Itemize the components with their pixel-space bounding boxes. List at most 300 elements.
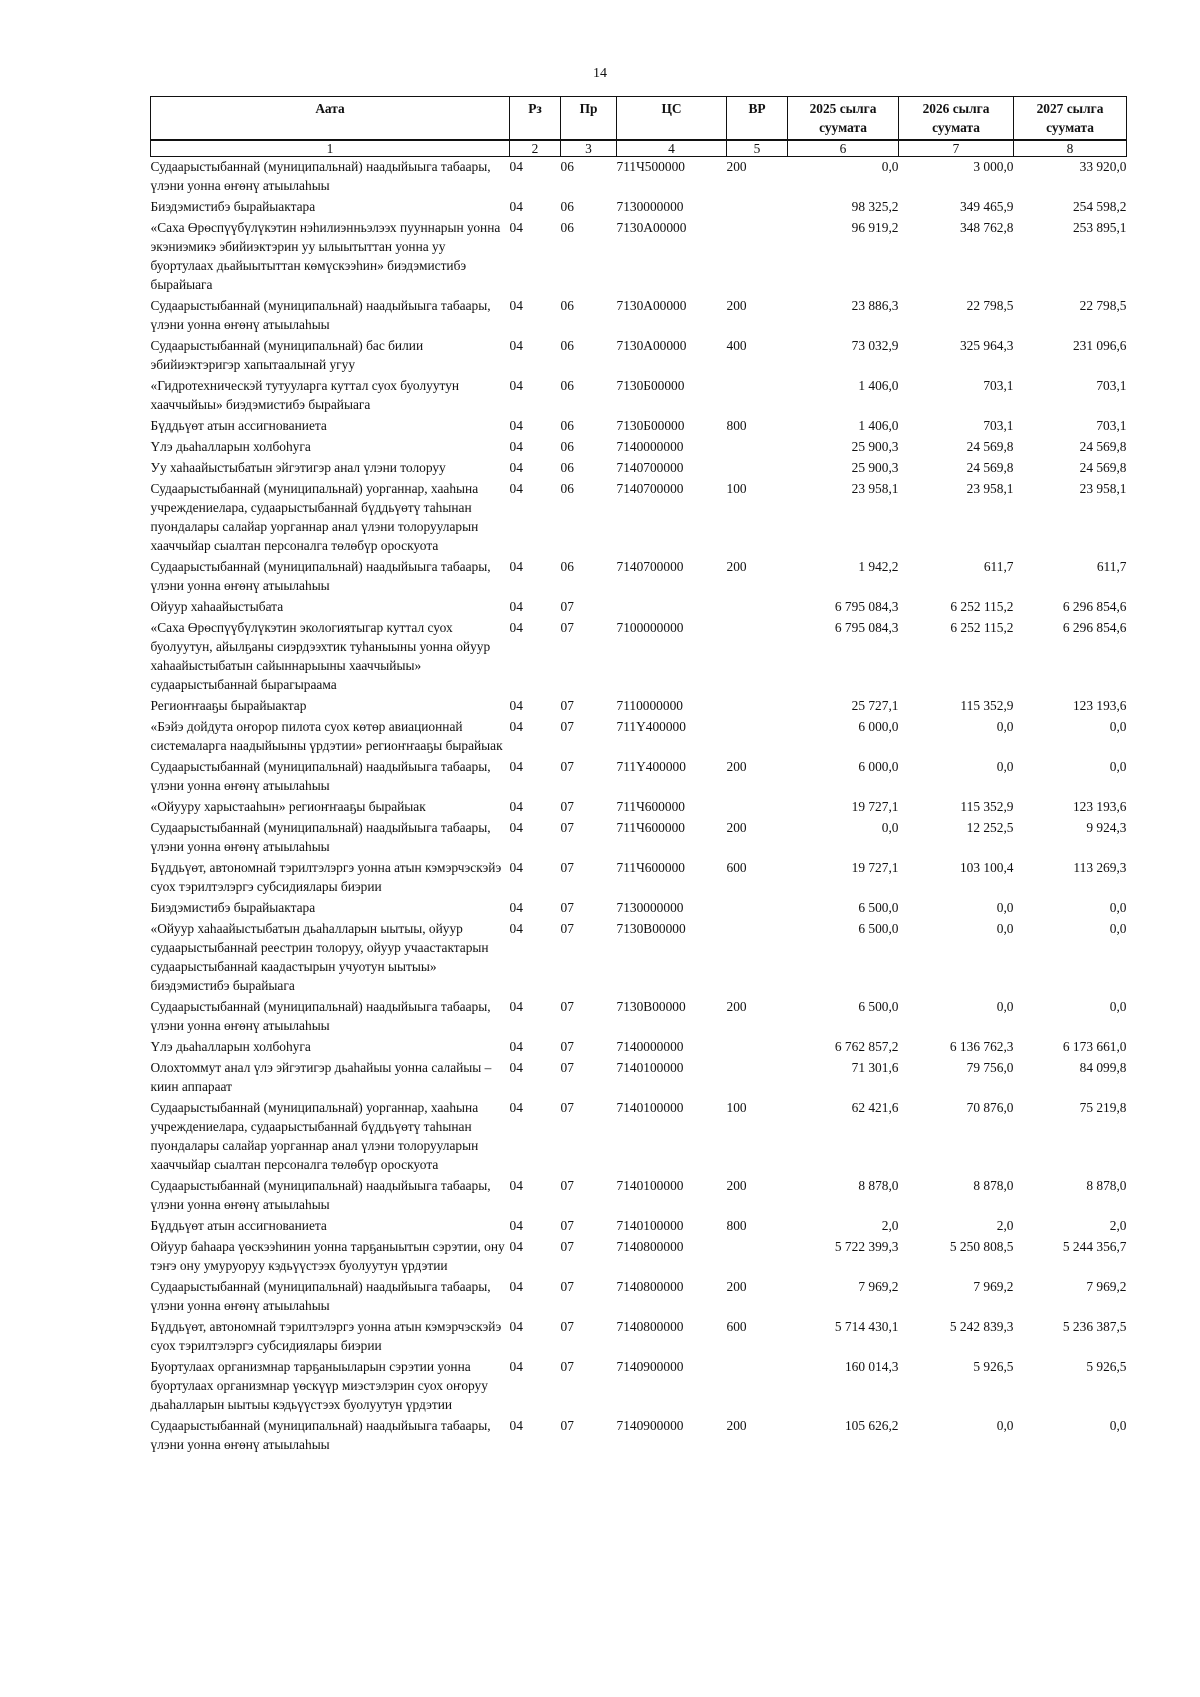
amount-2027: 9 924,3: [1086, 820, 1127, 835]
row-name: Үлэ дьаһалларын холбоһуга: [150, 439, 311, 454]
row-name: «Саха Өрөспүүбүлүкэтин экологиятыгар куттал суох буолуутун, айылҕаны сиэрдээхтик туһаныыны уонна ойуур хаһаайыстыбатын сайыннарыыны хааччыйыы» судаарыстыбаннай бырагыраама: [150, 620, 491, 692]
expense-type-code: 200: [726, 1178, 747, 1193]
target-article-code: 711Ч600000: [616, 799, 685, 814]
column-header: ЦС: [617, 97, 727, 141]
amount-2025: 96 919,2: [851, 220, 899, 235]
amount-2026: 0,0: [996, 1418, 1014, 1433]
amount-2025: 6 795 084,3: [834, 620, 899, 635]
row-name: Судаарыстыбаннай (муниципальнай) бас билии эбийиэктэригэр хапытаалынай угуу: [150, 338, 424, 372]
table-row: [151, 755, 1127, 795]
amount-2026: 0,0: [996, 900, 1014, 915]
subsection-code: 06: [560, 298, 574, 313]
expense-type-code: [727, 616, 788, 694]
row-name: Региоҥҥааҕы бырайыактар: [150, 698, 307, 713]
section-code: 04: [509, 900, 523, 915]
table-row: [151, 195, 1127, 216]
expense-type-code: [727, 195, 788, 216]
expense-type-code: [727, 216, 788, 294]
section-code: 04: [509, 860, 523, 875]
amount-2027: 0,0: [1109, 921, 1127, 936]
column-number: 2: [510, 140, 561, 157]
column-header: 2025 сылга суумата: [788, 97, 899, 141]
section-code: 04: [509, 338, 523, 353]
amount-2027: 6 296 854,6: [1062, 620, 1127, 635]
target-article-code: 7140100000: [616, 1178, 684, 1193]
subsection-code: 07: [560, 1100, 574, 1115]
amount-2025: 6 500,0: [858, 999, 899, 1014]
row-name: Судаарыстыбаннай (муниципальнай) наадыйыыга табаары, үлэни уонна өҥөнү атыылаһыы: [150, 298, 491, 332]
section-code: 04: [509, 159, 523, 174]
amount-2027: 84 099,8: [1079, 1060, 1127, 1075]
subsection-code: 07: [560, 799, 574, 814]
amount-2025: 6 000,0: [858, 759, 899, 774]
amount-2025: 6 500,0: [858, 921, 899, 936]
amount-2027: 703,1: [1096, 418, 1127, 433]
subsection-code: 07: [560, 900, 574, 915]
amount-2026: 22 798,5: [966, 298, 1014, 313]
row-name: Биэдэмистибэ бырайыактара: [150, 199, 316, 214]
amount-2026: 0,0: [996, 719, 1014, 734]
section-code: 04: [509, 719, 523, 734]
expense-type-code: 100: [726, 481, 747, 496]
expense-type-code: [727, 1355, 788, 1414]
expense-type-code: 600: [726, 1319, 747, 1334]
subsection-code: 07: [560, 1359, 574, 1374]
row-name: Бүддьүөт, автономнай тэрилтэлэргэ уонна атын кэмэрчэскэйэ суох тэрилтэлэргэ субсидиялары биэрии: [150, 860, 502, 894]
table-row: [151, 816, 1127, 856]
table-row: [151, 694, 1127, 715]
subsection-code: 07: [560, 620, 574, 635]
subsection-code: 06: [560, 418, 574, 433]
section-code: 04: [509, 799, 523, 814]
column-number: 1: [151, 140, 510, 157]
target-article-code: 7140900000: [616, 1359, 684, 1374]
expense-type-code: [727, 456, 788, 477]
target-article-code: 7140700000: [616, 559, 684, 574]
amount-2025: 62 421,6: [851, 1100, 899, 1115]
subsection-code: 06: [560, 199, 574, 214]
row-name: Судаарыстыбаннай (муниципальнай) наадыйыыга табаары, үлэни уонна өҥөнү атыылаһыы: [150, 159, 491, 193]
amount-2025: 7 969,2: [858, 1279, 899, 1294]
expense-type-code: 200: [726, 1279, 747, 1294]
section-code: 04: [509, 820, 523, 835]
target-article-code: 711Ч600000: [616, 820, 685, 835]
table-row: [151, 1235, 1127, 1275]
subsection-code: 06: [560, 159, 574, 174]
amount-2027: 254 598,2: [1072, 199, 1127, 214]
expense-type-code: 200: [726, 159, 747, 174]
table-row: [151, 917, 1127, 995]
subsection-code: 07: [560, 759, 574, 774]
row-name: «Ойууру харыстааһын» региоҥҥааҕы бырайыак: [150, 799, 426, 814]
subsection-code: 07: [560, 719, 574, 734]
table-row: [151, 555, 1127, 595]
subsection-code: 06: [560, 460, 574, 475]
target-article-code: 7140000000: [616, 1039, 684, 1054]
target-article-code: 7130В00000: [616, 921, 686, 936]
amount-2026: 115 352,9: [960, 799, 1014, 814]
row-name: Бүддьүөт атын ассигнованиета: [150, 1218, 327, 1233]
subsection-code: 07: [560, 1039, 574, 1054]
amount-2026: 23 958,1: [966, 481, 1014, 496]
subsection-code: 07: [560, 860, 574, 875]
amount-2025: 25 727,1: [851, 698, 899, 713]
row-name: «Саха Өрөспүүбүлүкэтин нэһилиэнньэлээх пууннарын уонна экэниэмикэ эбийиэктэрин уу ылыытыттан уонна уу буортулаах дьайыытыттан көмүскээһин» биэдэмистибэ бырайыага: [150, 220, 501, 292]
row-name: Судаарыстыбаннай (муниципальнай) наадыйыыга табаары, үлэни уонна өҥөнү атыылаһыы: [150, 999, 491, 1033]
column-header: 2027 сылга суумата: [1014, 97, 1127, 141]
amount-2026: 24 569,8: [966, 439, 1014, 454]
table-row: [151, 1035, 1127, 1056]
target-article-code: 7140900000: [616, 1418, 684, 1433]
amount-2025: 0,0: [881, 159, 899, 174]
target-article-code: 7140700000: [616, 481, 684, 496]
subsection-code: 07: [560, 1178, 574, 1193]
amount-2025: 73 032,9: [851, 338, 899, 353]
amount-2026: 5 242 839,3: [949, 1319, 1014, 1334]
amount-2027: 24 569,8: [1079, 439, 1127, 454]
section-code: 04: [509, 298, 523, 313]
amount-2027: 611,7: [1096, 559, 1127, 574]
table-row: [151, 1315, 1127, 1355]
expense-type-code: [727, 1035, 788, 1056]
table-row: [151, 856, 1127, 896]
table-row: [151, 1214, 1127, 1235]
target-article-code: 7130000000: [616, 199, 684, 214]
table-row: [151, 456, 1127, 477]
section-code: 04: [509, 1039, 523, 1054]
amount-2025: 6 795 084,3: [834, 599, 899, 614]
expense-type-code: [727, 374, 788, 414]
amount-2026: 115 352,9: [960, 698, 1014, 713]
target-article-code: [617, 595, 727, 616]
expense-type-code: 400: [726, 338, 747, 353]
section-code: 04: [509, 620, 523, 635]
row-name: Ойуур хаһаайыстыбата: [150, 599, 284, 614]
amount-2025: 105 626,2: [844, 1418, 899, 1433]
column-header: Пр: [561, 97, 617, 141]
target-article-code: 7110000000: [616, 698, 683, 713]
table-row: [151, 157, 1127, 196]
section-code: 04: [509, 1359, 523, 1374]
row-name: Судаарыстыбаннай (муниципальнай) наадыйыыга табаары, үлэни уонна өҥөнү атыылаһыы: [150, 1178, 491, 1212]
amount-2026: 3 000,0: [973, 159, 1014, 174]
section-code: 04: [509, 378, 523, 393]
amount-2025: 19 727,1: [851, 799, 899, 814]
table-row: [151, 435, 1127, 456]
column-number: 8: [1014, 140, 1127, 157]
column-header: Рз: [510, 97, 561, 141]
section-code: 04: [509, 1239, 523, 1254]
amount-2027: 123 193,6: [1072, 698, 1127, 713]
row-name: Судаарыстыбаннай (муниципальнай) наадыйыыга табаары, үлэни уонна өҥөнү атыылаһыы: [150, 559, 491, 593]
amount-2025: 1 942,2: [858, 559, 899, 574]
amount-2025: 6 500,0: [858, 900, 899, 915]
table-row: [151, 1355, 1127, 1414]
amount-2025: 25 900,3: [851, 439, 899, 454]
section-code: 04: [509, 1418, 523, 1433]
target-article-code: 711Ч600000: [616, 860, 685, 875]
expense-type-code: 200: [726, 820, 747, 835]
column-number-row: [151, 140, 1127, 157]
amount-2026: 0,0: [996, 999, 1014, 1014]
expense-type-code: 800: [726, 418, 747, 433]
amount-2026: 6 252 115,2: [950, 620, 1014, 635]
amount-2027: 703,1: [1096, 378, 1127, 393]
amount-2026: 79 756,0: [966, 1060, 1014, 1075]
amount-2027: 5 926,5: [1086, 1359, 1127, 1374]
target-article-code: 7130В00000: [616, 999, 686, 1014]
section-code: 04: [509, 1218, 523, 1233]
amount-2026: 12 252,5: [966, 820, 1014, 835]
subsection-code: 07: [560, 1319, 574, 1334]
expense-type-code: [727, 694, 788, 715]
column-number: 3: [561, 140, 617, 157]
subsection-code: 07: [560, 999, 574, 1014]
amount-2027: 33 920,0: [1079, 159, 1127, 174]
amount-2026: 349 465,9: [959, 199, 1014, 214]
expense-type-code: [727, 896, 788, 917]
amount-2026: 611,7: [983, 559, 1014, 574]
expense-type-code: 100: [726, 1100, 747, 1115]
amount-2025: 5 714 430,1: [834, 1319, 899, 1334]
table-row: [151, 477, 1127, 555]
table-row: [151, 294, 1127, 334]
target-article-code: 7130000000: [616, 900, 684, 915]
target-article-code: 7100000000: [616, 620, 684, 635]
table-row: [151, 1414, 1127, 1454]
row-name: Судаарыстыбаннай (муниципальнай) наадыйыыга табаары, үлэни уонна өҥөнү атыылаһыы: [150, 759, 491, 793]
section-code: 04: [509, 1319, 523, 1334]
row-name: Судаарыстыбаннай (муниципальнай) уорганнар, хааһына учреждениелара, судаарыстыбаннай бүддьүөтү таһынан пуондалары салайар уорганнар анал үлэни толорууларын хааччыйар сыалтан персоналга төлөбүр ороскуота: [150, 1100, 479, 1172]
amount-2025: 1 406,0: [858, 418, 899, 433]
target-article-code: 7140800000: [616, 1279, 684, 1294]
section-code: 04: [509, 418, 523, 433]
amount-2025: 71 301,6: [851, 1060, 899, 1075]
subsection-code: 07: [560, 1279, 574, 1294]
amount-2026: 5 926,5: [973, 1359, 1014, 1374]
table-row: [151, 795, 1127, 816]
section-code: 04: [509, 1178, 523, 1193]
table-row: [151, 715, 1127, 755]
expense-type-code: 200: [726, 1418, 747, 1433]
section-code: 04: [509, 1100, 523, 1115]
target-article-code: 7140100000: [616, 1218, 684, 1233]
subsection-code: 06: [560, 439, 574, 454]
amount-2027: 75 219,8: [1079, 1100, 1127, 1115]
row-name: Буортулаах организмнар тарҕаныыларын сэрэтии уонна буортулаах организмнар үөскүүр миэстэлэрин суох оҥоруу дьаһалларын ыытыы кэдьүүстээх буолуутун үрдэтии: [150, 1359, 488, 1412]
expense-type-code: 200: [726, 999, 747, 1014]
row-name: Үлэ дьаһалларын холбоһуга: [150, 1039, 311, 1054]
column-header: 2026 сылга суумата: [899, 97, 1014, 141]
amount-2027: 24 569,8: [1079, 460, 1127, 475]
target-article-code: 7130А00000: [616, 220, 687, 235]
subsection-code: 07: [560, 599, 574, 614]
expense-type-code: 200: [726, 559, 747, 574]
amount-2026: 24 569,8: [966, 460, 1014, 475]
amount-2025: 25 900,3: [851, 460, 899, 475]
subsection-code: 06: [560, 559, 574, 574]
subsection-code: 06: [560, 220, 574, 235]
amount-2026: 6 252 115,2: [950, 599, 1014, 614]
expense-type-code: [727, 715, 788, 755]
expense-type-code: [727, 435, 788, 456]
column-header: ВР: [727, 97, 788, 141]
target-article-code: 7130Б00000: [616, 418, 685, 433]
subsection-code: 07: [560, 1418, 574, 1433]
amount-2027: 23 958,1: [1079, 481, 1127, 496]
table-row: [151, 216, 1127, 294]
amount-2026: 2,0: [996, 1218, 1014, 1233]
row-name: Бүддьүөт атын ассигнованиета: [150, 418, 327, 433]
section-code: 04: [509, 698, 523, 713]
amount-2025: 5 722 399,3: [834, 1239, 899, 1254]
table-body: [151, 157, 1127, 1455]
row-name: «Гидротехническэй тутууларга куттал суох буолуутун хааччыйыы» биэдэмистибэ бырайыага: [150, 378, 460, 412]
amount-2027: 231 096,6: [1072, 338, 1127, 353]
budget-table: [150, 96, 1127, 1454]
row-name: Судаарыстыбаннай (муниципальнай) наадыйыыга табаары, үлэни уонна өҥөнү атыылаһыы: [150, 1418, 491, 1452]
target-article-code: 711Ч500000: [616, 159, 685, 174]
amount-2025: 160 014,3: [844, 1359, 899, 1374]
row-name: «Бэйэ дойдута оҥорор пилота суох көтөр авиационнай системаларга наадыйыыны үрдэтии» региоҥҥааҕы бырайыак: [150, 719, 503, 753]
row-name: Уу хаһаайыстыбатын эйгэтигэр анал үлэни толоруу: [150, 460, 446, 475]
section-code: 04: [509, 559, 523, 574]
target-article-code: 7140100000: [616, 1060, 684, 1075]
amount-2026: 0,0: [996, 921, 1014, 936]
amount-2025: 1 406,0: [858, 378, 899, 393]
row-name: Судаарыстыбаннай (муниципальнай) наадыйыыга табаары, үлэни уонна өҥөнү атыылаһыы: [150, 820, 491, 854]
amount-2027: 0,0: [1109, 719, 1127, 734]
target-article-code: 7130Б00000: [616, 378, 685, 393]
amount-2027: 123 193,6: [1072, 799, 1127, 814]
table-row: [151, 995, 1127, 1035]
amount-2025: 0,0: [881, 820, 899, 835]
amount-2027: 5 244 356,7: [1062, 1239, 1127, 1254]
table-row: [151, 616, 1127, 694]
amount-2025: 6 000,0: [858, 719, 899, 734]
amount-2026: 703,1: [983, 418, 1014, 433]
amount-2025: 2,0: [881, 1218, 899, 1233]
amount-2025: 23 958,1: [851, 481, 899, 496]
amount-2026: 7 969,2: [973, 1279, 1014, 1294]
amount-2027: 253 895,1: [1072, 220, 1127, 235]
amount-2025: 8 878,0: [858, 1178, 899, 1193]
section-code: 04: [509, 1060, 523, 1075]
amount-2026: 5 250 808,5: [949, 1239, 1014, 1254]
amount-2027: 0,0: [1109, 759, 1127, 774]
row-name: Судаарыстыбаннай (муниципальнай) наадыйыыга табаары, үлэни уонна өҥөнү атыылаһыы: [150, 1279, 491, 1313]
amount-2027: 22 798,5: [1079, 298, 1127, 313]
row-name: «Ойуур хаһаайыстыбатын дьаһалларын ыытыы, ойуур судаарыстыбаннай реестрин толоруу, ойуур учаастактарын судаарыстыбаннай каадастырын учуотун ыытыы» биэдэмистибэ бырайыага: [150, 921, 489, 993]
amount-2027: 6 173 661,0: [1062, 1039, 1127, 1054]
expense-type-code: 200: [726, 298, 747, 313]
amount-2027: 5 236 387,5: [1062, 1319, 1127, 1334]
table-header-row: [151, 97, 1127, 141]
amount-2025: 6 762 857,2: [834, 1039, 899, 1054]
target-article-code: 7130А00000: [616, 338, 687, 353]
target-article-code: 7140800000: [616, 1239, 684, 1254]
amount-2027: 8 878,0: [1086, 1178, 1127, 1193]
section-code: 04: [509, 999, 523, 1014]
row-name: Ойуур баһаара үөскээһинин уонна тарҕаныытын сэрэтии, ону тэҥэ ону умуруоруу кэдьүүстээх буолуутун үрдэтии: [150, 1239, 505, 1273]
subsection-code: 07: [560, 820, 574, 835]
amount-2025: 98 325,2: [851, 199, 899, 214]
expense-type-code: [727, 795, 788, 816]
expense-type-code: 800: [726, 1218, 747, 1233]
table-row: [151, 595, 1127, 616]
column-number: 5: [727, 140, 788, 157]
amount-2027: 0,0: [1109, 999, 1127, 1014]
expense-type-code: 600: [726, 860, 747, 875]
amount-2026: 0,0: [996, 759, 1014, 774]
section-code: 04: [509, 481, 523, 496]
target-article-code: 711Y400000: [616, 719, 686, 734]
table-row: [151, 1056, 1127, 1096]
amount-2027: 0,0: [1109, 1418, 1127, 1433]
section-code: 04: [509, 199, 523, 214]
expense-type-code: 200: [726, 759, 747, 774]
table-row: [151, 1174, 1127, 1214]
expense-type-code: [727, 1235, 788, 1275]
target-article-code: 7140100000: [616, 1100, 684, 1115]
row-name: Судаарыстыбаннай (муниципальнай) уорганнар, хааһына учреждениелара, судаарыстыбаннай бүддьүөтү таһынан пуондалары салайар уорганнар анал үлэни толорууларын хааччыйар сыалтан персоналга төлөбүр ороскуота: [150, 481, 479, 553]
table-row: [151, 334, 1127, 374]
section-code: 04: [509, 599, 523, 614]
column-header: Аата: [151, 97, 510, 141]
amount-2026: 348 762,8: [959, 220, 1014, 235]
section-code: 04: [509, 220, 523, 235]
subsection-code: 07: [560, 1060, 574, 1075]
amount-2026: 103 100,4: [959, 860, 1014, 875]
expense-type-code: [727, 917, 788, 995]
amount-2027: 2,0: [1109, 1218, 1127, 1233]
section-code: 04: [509, 460, 523, 475]
target-article-code: 7140800000: [616, 1319, 684, 1334]
row-name: Олохтоммут анал үлэ эйгэтигэр дьаһайыы уонна салайыы – киин аппараат: [150, 1060, 492, 1094]
row-name: Биэдэмистибэ бырайыактара: [150, 900, 316, 915]
table-row: [151, 374, 1127, 414]
section-code: 04: [509, 439, 523, 454]
target-article-code: 7140700000: [616, 460, 684, 475]
amount-2026: 703,1: [983, 378, 1014, 393]
expense-type-code: [727, 1056, 788, 1096]
section-code: 04: [509, 759, 523, 774]
subsection-code: 06: [560, 338, 574, 353]
amount-2026: 70 876,0: [966, 1100, 1014, 1115]
amount-2027: 6 296 854,6: [1062, 599, 1127, 614]
subsection-code: 06: [560, 378, 574, 393]
amount-2025: 23 886,3: [851, 298, 899, 313]
table-row: [151, 1275, 1127, 1315]
column-number: 6: [788, 140, 899, 157]
amount-2027: 113 269,3: [1073, 860, 1127, 875]
subsection-code: 06: [560, 481, 574, 496]
amount-2027: 7 969,2: [1086, 1279, 1127, 1294]
target-article-code: 7130А00000: [616, 298, 687, 313]
amount-2027: 0,0: [1109, 900, 1127, 915]
table-row: [151, 414, 1127, 435]
page-number: 14: [593, 66, 607, 81]
section-code: 04: [509, 921, 523, 936]
amount-2025: 19 727,1: [851, 860, 899, 875]
amount-2026: 8 878,0: [973, 1178, 1014, 1193]
amount-2026: 325 964,3: [959, 338, 1014, 353]
subsection-code: 07: [560, 1218, 574, 1233]
table-row: [151, 896, 1127, 917]
table-row: [151, 1096, 1127, 1174]
expense-type-code: [727, 595, 788, 616]
target-article-code: 711Y400000: [616, 759, 686, 774]
